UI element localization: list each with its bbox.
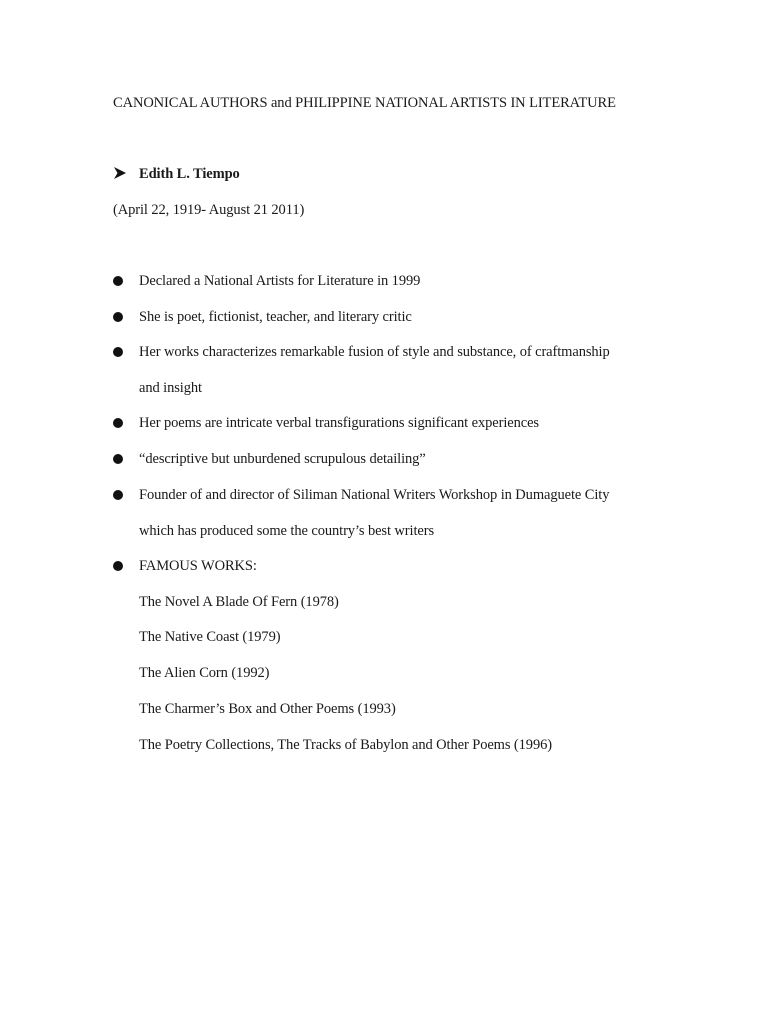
author-name: Edith L. Tiempo [139,166,240,182]
bullet-icon [113,347,123,357]
bullet-text: Her works characterizes remarkable fusion of style and substance, of craftmanship [139,344,610,360]
bullet-icon [113,418,123,428]
bullet-icon [113,312,123,322]
author-dates: (April 22, 1919- August 21 2011) [113,202,305,218]
bullet-text: Founder of and director of Siliman National Writers Workshop in Dumaguete City [139,487,610,503]
bullet-icon [113,490,123,500]
arrowhead-bullet-icon [113,166,127,180]
famous-work-item: The Novel A Blade Of Fern (1978) [139,594,339,610]
bullet-text-continuation: which has produced some the country’s best writers [139,523,434,539]
bullet-icon [113,454,123,464]
document-heading: CANONICAL AUTHORS and PHILIPPINE NATIONAL ARTISTS IN LITERATURE [113,95,616,111]
bullet-text: She is poet, fictionist, teacher, and literary critic [139,309,412,325]
bullet-text-continuation: and insight [139,380,202,396]
famous-work-item: The Poetry Collections, The Tracks of Babylon and Other Poems (1996) [139,737,552,753]
bullet-text: “descriptive but unburdened scrupulous detailing” [139,451,426,467]
famous-work-item: The Alien Corn (1992) [139,665,270,681]
bullet-text: Her poems are intricate verbal transfigurations significant experiences [139,415,539,431]
author-row [113,165,240,183]
famous-work-item: The Charmer’s Box and Other Poems (1993) [139,701,396,717]
famous-work-item: The Native Coast (1979) [139,629,281,645]
bullet-text: Declared a National Artists for Literature in 1999 [139,273,421,289]
bullet-icon [113,276,123,286]
bullet-icon [113,561,123,571]
bullet-text: FAMOUS WORKS: [139,558,257,574]
